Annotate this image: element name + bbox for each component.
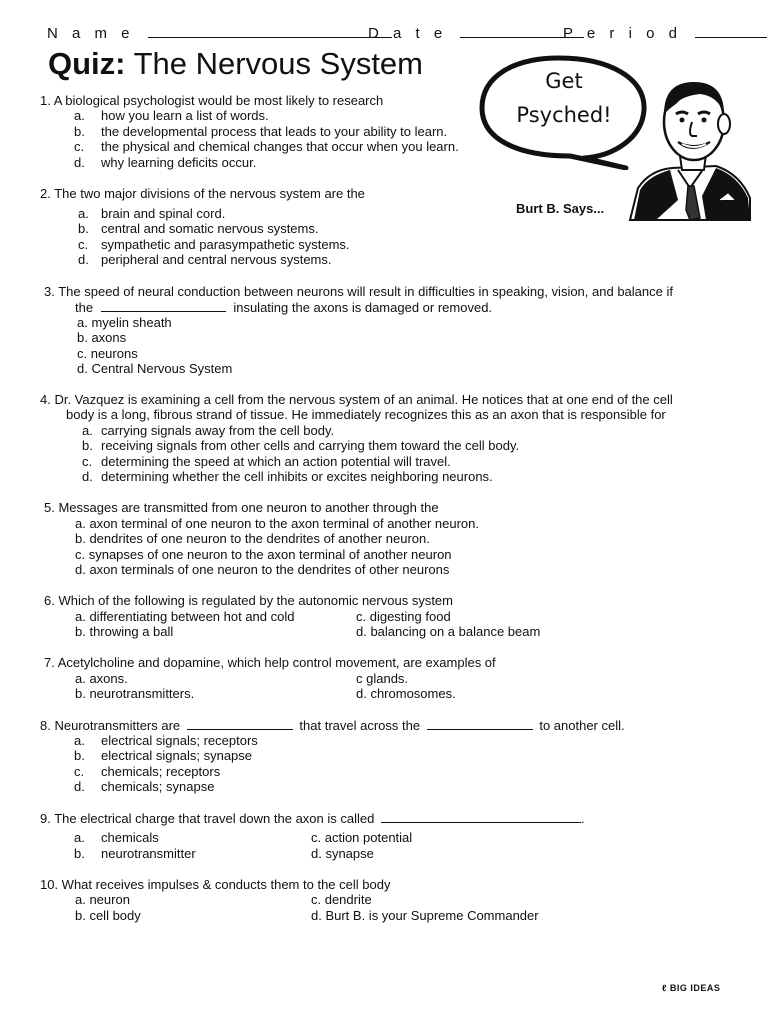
- q10-option-d[interactable]: d. Burt B. is your Supreme Commander: [311, 908, 539, 923]
- q10-option-c[interactable]: c. dendrite: [311, 892, 372, 907]
- date-label: D a t e: [368, 25, 448, 42]
- page-title: [48, 46, 423, 82]
- q2-option-a-letter: a.: [78, 206, 89, 221]
- q3-stem-the: the: [75, 300, 94, 315]
- q4-option-d-letter: d.: [82, 469, 93, 484]
- q2-option-b[interactable]: central and somatic nervous systems.: [101, 221, 319, 236]
- q8-option-c-letter: c.: [74, 764, 85, 779]
- bubble-line-1: Get: [545, 69, 583, 93]
- q1-option-b-letter: b.: [74, 124, 85, 139]
- q4-stem-line1: 4. Dr. Vazquez is examining a cell from the nervous system of an animal. He notices that at one end of the cell: [40, 392, 673, 407]
- q8-stem-part3: to another cell.: [539, 718, 625, 733]
- title-rest: The Nervous System: [133, 46, 423, 81]
- q10-stem: 10. What receives impulses & conducts them to the cell body: [40, 877, 391, 892]
- q1-option-d[interactable]: why learning deficits occur.: [101, 155, 257, 170]
- name-field[interactable]: [47, 25, 392, 41]
- q7-option-c[interactable]: c glands.: [356, 671, 409, 686]
- q10-option-b[interactable]: b. cell body: [75, 908, 141, 923]
- q8-option-b-letter: b.: [74, 748, 85, 763]
- q7-option-d[interactable]: d. chromosomes.: [356, 686, 456, 701]
- q4-option-a[interactable]: carrying signals away from the cell body.: [101, 423, 335, 438]
- q3-option-d[interactable]: d. Central Nervous System: [77, 361, 233, 376]
- q9-option-a[interactable]: chemicals: [101, 830, 159, 845]
- q4-option-b-letter: b.: [82, 438, 93, 453]
- q8-stem-part2: that travel across the: [299, 718, 421, 733]
- q5-option-a[interactable]: a. axon terminal of one neuron to the axon terminal of another neuron.: [75, 516, 479, 531]
- q6-option-c[interactable]: c. digesting food: [356, 609, 451, 624]
- q5-stem: 5. Messages are transmitted from one neuron to another through the: [44, 500, 439, 515]
- footer-logo-text: BIG IDEAS: [669, 983, 721, 993]
- q4-option-a-letter: a.: [82, 423, 93, 438]
- q3-stem-line1: 3. The speed of neural conduction between neurons will result in difficulties in speaking, vision, and balance if: [44, 284, 673, 299]
- q8-stem: [40, 717, 625, 733]
- q3-stem-line2: [75, 299, 492, 315]
- q8-blank-2[interactable]: [427, 717, 533, 730]
- q3-option-b[interactable]: b. axons: [77, 330, 127, 345]
- q2-option-b-letter: b.: [78, 221, 89, 236]
- q7-stem: 7. Acetylcholine and dopamine, which help control movement, are examples of: [44, 655, 496, 670]
- q7-option-b[interactable]: b. neurotransmitters.: [75, 686, 195, 701]
- q6-option-a[interactable]: a. differentiating between hot and cold: [75, 609, 295, 624]
- q8-blank-1[interactable]: [187, 717, 293, 730]
- q1-stem: 1. A biological psychologist would be most likely to research: [40, 93, 384, 108]
- q2-option-d[interactable]: peripheral and central nervous systems.: [101, 252, 332, 267]
- footer-logo-mark-icon: ℓ: [662, 983, 667, 993]
- title-bold: Quiz:: [48, 46, 126, 81]
- q3-stem-rest: insulating the axons is damaged or removed.: [233, 300, 493, 315]
- q6-stem: 6. Which of the following is regulated by the autonomic nervous system: [44, 593, 453, 608]
- q1-option-c[interactable]: the physical and chemical changes that occur when you learn.: [101, 139, 459, 154]
- q3-option-a[interactable]: a. myelin sheath: [77, 315, 172, 330]
- q9-option-b-letter: b.: [74, 846, 85, 861]
- name-label: N a m e: [47, 25, 135, 42]
- q9-blank[interactable]: [381, 810, 581, 823]
- footer-logo: [662, 983, 720, 993]
- q1-option-a-letter: a.: [74, 108, 85, 123]
- q8-stem-part1: 8. Neurotransmitters are: [40, 718, 181, 733]
- name-blank[interactable]: [148, 25, 392, 38]
- q5-option-d[interactable]: d. axon terminals of one neuron to the dendrites of other neurons: [75, 562, 450, 577]
- q9-option-d[interactable]: d. synapse: [311, 846, 374, 861]
- bubble-line-2: Psyched!: [516, 103, 612, 127]
- q4-option-c-letter: c.: [82, 454, 93, 469]
- burt-caption: Burt B. Says...: [516, 201, 605, 216]
- q9-stem-text: 9. The electrical charge that travel down the axon is called: [40, 811, 375, 826]
- q5-option-b[interactable]: b. dendrites of one neuron to the dendrites of another neuron.: [75, 531, 430, 546]
- q8-option-a[interactable]: electrical signals; receptors: [101, 733, 258, 748]
- q2-stem: 2. The two major divisions of the nervous system are the: [40, 186, 365, 201]
- q8-option-d[interactable]: chemicals; synapse: [101, 779, 215, 794]
- q1-option-a[interactable]: how you learn a list of words.: [101, 108, 269, 123]
- q6-option-b[interactable]: b. throwing a ball: [75, 624, 174, 639]
- q3-blank[interactable]: [101, 299, 226, 312]
- period-field[interactable]: [563, 25, 767, 41]
- q1-option-c-letter: c.: [74, 139, 85, 154]
- q2-option-c[interactable]: sympathetic and parasympathetic systems.: [101, 237, 350, 252]
- date-field[interactable]: [368, 25, 584, 41]
- q9-stem: 9. The electrical charge that travel down the axon is called .: [40, 811, 585, 826]
- q8-option-c[interactable]: chemicals; receptors: [101, 764, 221, 779]
- q5-option-c[interactable]: c. synapses of one neuron to the axon terminal of another neuron: [75, 547, 452, 562]
- q3-option-c[interactable]: c. neurons: [77, 346, 138, 361]
- q4-stem-line2: body is a long, fibrous strand of tissue. He immediately recognizes this as an axon that is responsible for: [66, 407, 666, 422]
- q2-option-c-letter: c.: [78, 237, 89, 252]
- q4-option-c[interactable]: determining the speed at which an action potential will travel.: [101, 454, 451, 469]
- q4-option-d[interactable]: determining whether the cell inhibits or excites neighboring neurons.: [101, 469, 493, 484]
- q8-option-b[interactable]: electrical signals; synapse: [101, 748, 253, 763]
- period-label: P e r i o d: [563, 25, 682, 42]
- period-blank[interactable]: [695, 25, 767, 38]
- q10-option-a[interactable]: a. neuron: [75, 892, 130, 907]
- q4-option-b[interactable]: receiving signals from other cells and carrying them toward the cell body.: [101, 438, 520, 453]
- burt-illustration: [620, 70, 755, 230]
- q9-option-a-letter: a.: [74, 830, 85, 845]
- q6-option-d[interactable]: d. balancing on a balance beam: [356, 624, 541, 639]
- q2-option-d-letter: d.: [78, 252, 89, 267]
- q9-option-c[interactable]: c. action potential: [311, 830, 413, 845]
- q1-option-b[interactable]: the developmental process that leads to your ability to learn.: [101, 124, 448, 139]
- q2-option-a[interactable]: brain and spinal cord.: [101, 206, 226, 221]
- q1-option-d-letter: d.: [74, 155, 85, 170]
- q7-option-a[interactable]: a. axons.: [75, 671, 128, 686]
- q8-option-a-letter: a.: [74, 733, 85, 748]
- q8-option-d-letter: d.: [74, 779, 85, 794]
- bubble-text: [500, 64, 628, 132]
- q9-option-b[interactable]: neurotransmitter: [101, 846, 196, 861]
